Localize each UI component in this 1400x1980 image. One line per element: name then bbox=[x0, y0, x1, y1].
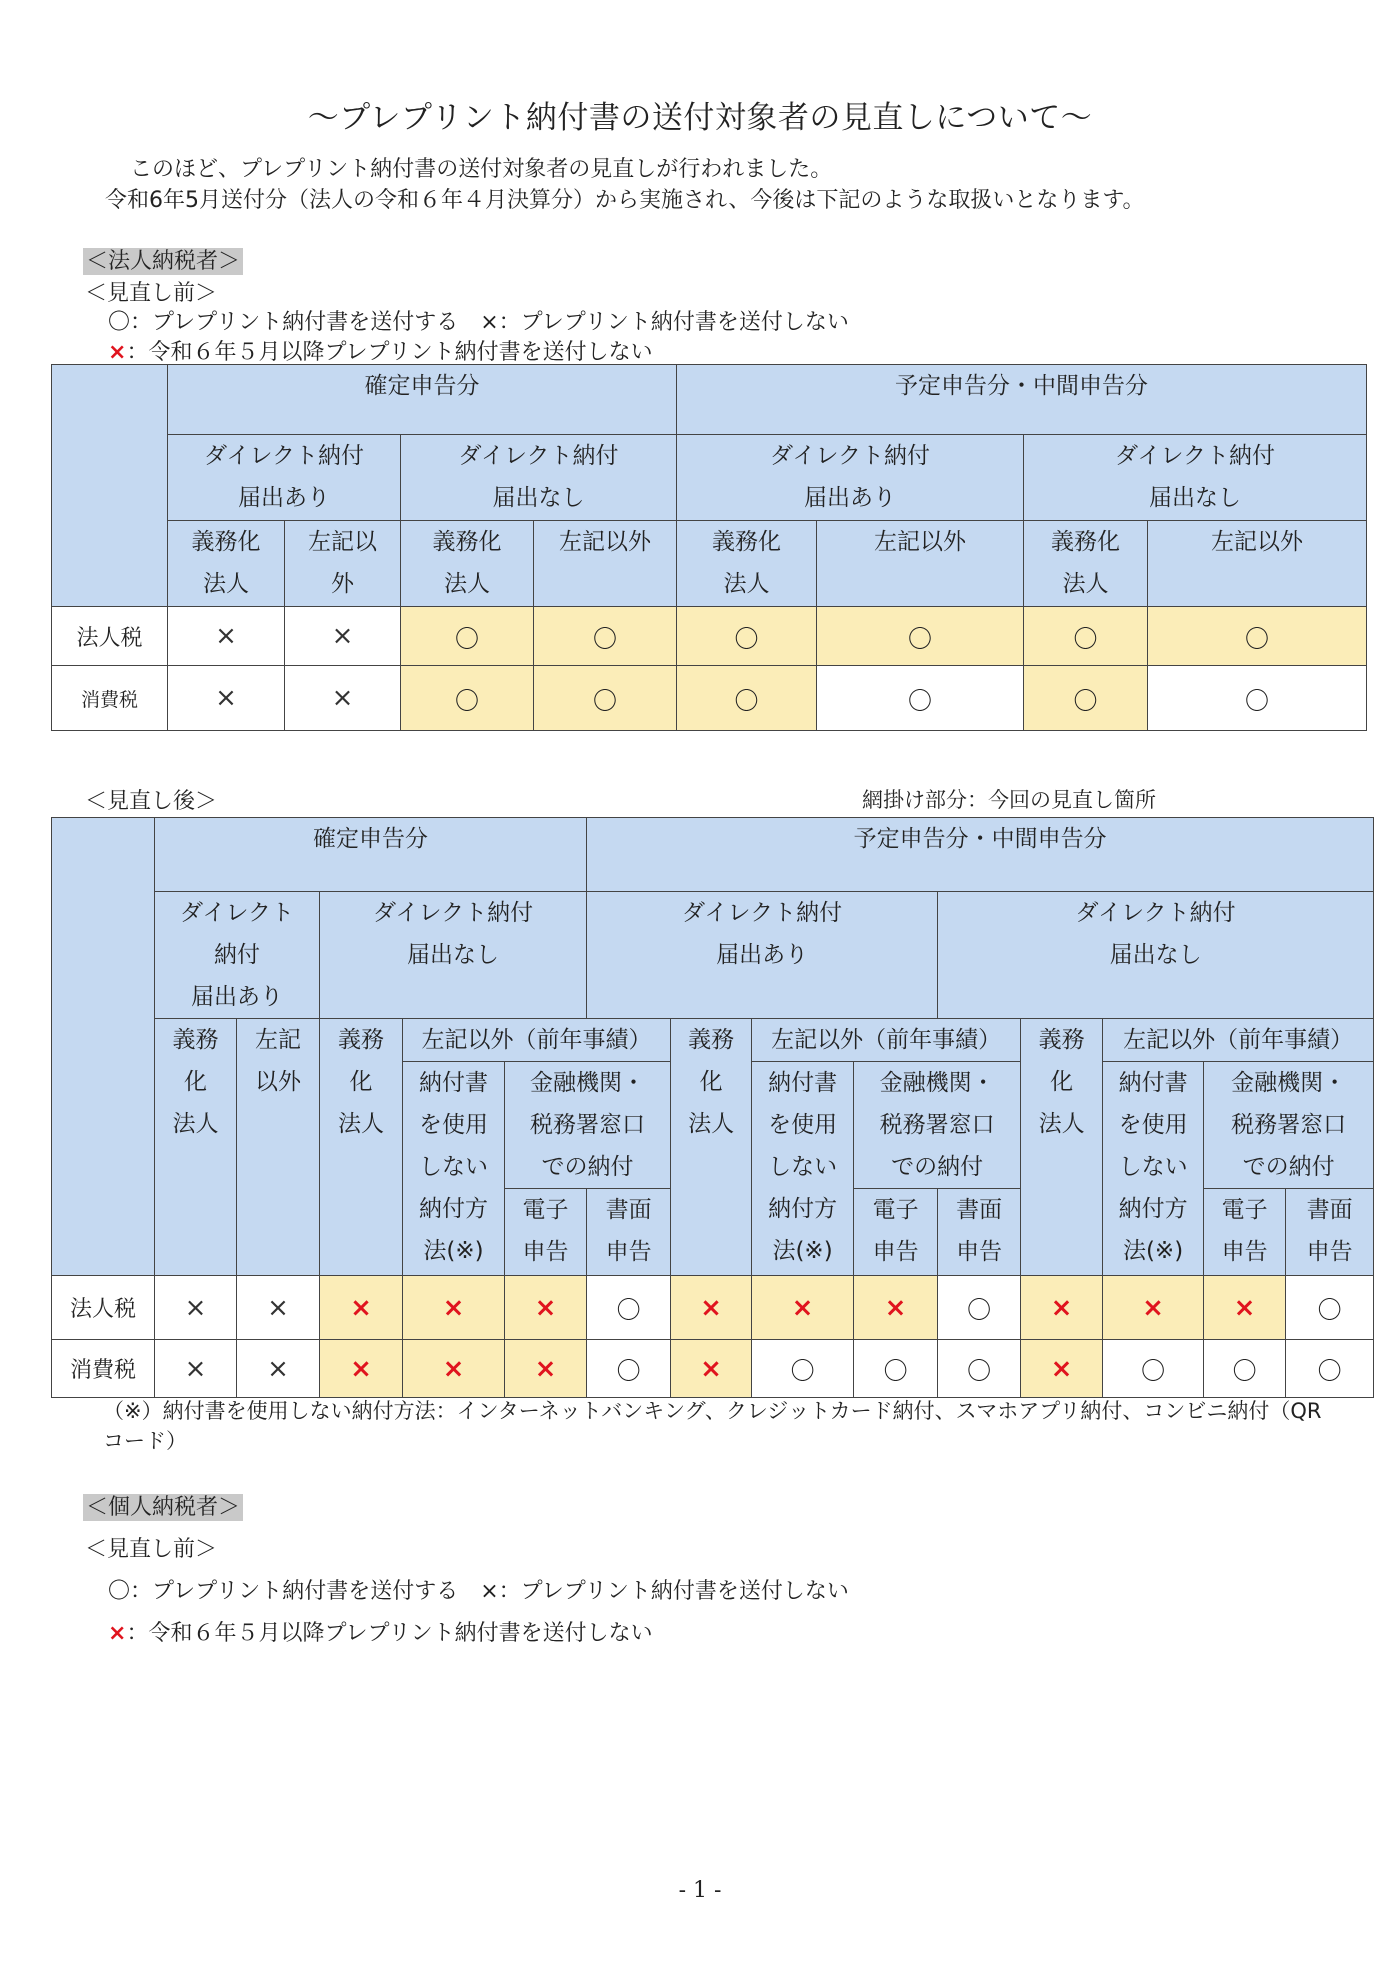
group-kakutei: 確定申告分 bbox=[155, 818, 587, 892]
cell-mark-red-x: × bbox=[671, 1340, 752, 1398]
cell-mark-o: 〇 bbox=[1024, 666, 1148, 731]
cell-mark-x: × bbox=[285, 607, 401, 666]
intro-line-1: このほど、プレプリント納付書の送付対象者の見直しが行われました。 bbox=[130, 157, 833, 182]
col-gimuka: 義務化 法人 bbox=[401, 521, 534, 607]
cell-mark-o: 〇 bbox=[1286, 1276, 1374, 1340]
row-header-shohizei: 消費税 bbox=[52, 666, 168, 731]
col-sakiigai: 左記以外 bbox=[1148, 521, 1367, 607]
col-nofusho-fushiyo: 納付書 を使用 しない 納付方 法(※) bbox=[1103, 1062, 1204, 1276]
table-row bbox=[52, 1340, 1374, 1398]
cell-mark-red-x: × bbox=[854, 1276, 938, 1340]
cell-mark-red-x: × bbox=[1103, 1276, 1204, 1340]
indiv-legend-circle: 〇：プレプリント納付書を送付する ×：プレプリント納付書を送付しない bbox=[108, 1579, 849, 1604]
table-row bbox=[52, 1276, 1374, 1340]
corp-before-label: ＜見直し前＞ bbox=[85, 281, 218, 306]
table-row bbox=[52, 607, 1367, 666]
sub-direct-ari-yotei: ダイレクト納付 届出あり bbox=[677, 435, 1024, 521]
sub-direct-nashi: ダイレクト納付 届出なし bbox=[401, 435, 677, 521]
table-before bbox=[51, 364, 1367, 731]
col-gimuka: 義務 化 法人 bbox=[1021, 1019, 1103, 1276]
row-header-shohizei: 消費税 bbox=[52, 1340, 155, 1398]
col-sakiigai: 左記以外 bbox=[534, 521, 677, 607]
col-denshi-shinkoku: 電子 申告 bbox=[854, 1189, 938, 1276]
page-title: ～プレプリント納付書の送付対象者の見直しについて～ bbox=[307, 100, 1093, 136]
cell-mark-red-x: × bbox=[403, 1340, 505, 1398]
cell-mark-x: × bbox=[285, 666, 401, 731]
col-gimuka: 義務 化 法人 bbox=[320, 1019, 403, 1276]
cell-mark-x: × bbox=[237, 1276, 320, 1340]
cell-mark-x: × bbox=[168, 607, 285, 666]
cell-mark-o: 〇 bbox=[1148, 666, 1367, 731]
sub-direct-nashi: ダイレクト納付 届出なし bbox=[320, 892, 587, 1019]
corner-cell bbox=[52, 818, 155, 1276]
col-shomen-shinkoku: 書面 申告 bbox=[587, 1189, 671, 1276]
indiv-legend-red: ×：令和６年５月以降プレプリント納付書を送付しない bbox=[108, 1621, 653, 1646]
cell-mark-o: 〇 bbox=[854, 1340, 938, 1398]
cell-mark-o: 〇 bbox=[1286, 1340, 1374, 1398]
cell-mark-o: 〇 bbox=[401, 607, 534, 666]
cell-mark-red-x: × bbox=[320, 1340, 403, 1398]
col-zennen-jiseki: 左記以外（前年事績） bbox=[1103, 1019, 1374, 1062]
sub-direct-nashi-yotei: ダイレクト納付 届出なし bbox=[938, 892, 1374, 1019]
corp-legend-red: ×：令和６年５月以降プレプリント納付書を送付しない bbox=[108, 340, 653, 365]
cell-mark-o: 〇 bbox=[587, 1276, 671, 1340]
cell-mark-o: 〇 bbox=[1103, 1340, 1204, 1398]
indiv-section-heading: ＜個人納税者＞ bbox=[83, 1490, 243, 1521]
intro-line-2: 令和6年5月送付分（法人の令和６年４月決算分）から実施され、今後は下記のような取扱いとなります。 bbox=[105, 188, 1145, 213]
cell-mark-o: 〇 bbox=[401, 666, 534, 731]
col-gimuka: 義務 化 法人 bbox=[155, 1019, 237, 1276]
col-shomen-shinkoku: 書面 申告 bbox=[938, 1189, 1021, 1276]
footnote: （※）納付書を使用しない納付方法：インターネットバンキング、クレジットカード納付、スマホアプリ納付、コンビニ納付（QRコード） bbox=[103, 1399, 1322, 1453]
col-gimuka: 義務化 法人 bbox=[1024, 521, 1148, 607]
group-kakutei: 確定申告分 bbox=[168, 365, 677, 435]
cell-mark-o: 〇 bbox=[534, 666, 677, 731]
cell-mark-o: 〇 bbox=[587, 1340, 671, 1398]
row-header-hojinzei: 法人税 bbox=[52, 607, 168, 666]
corner-cell bbox=[52, 365, 168, 607]
cell-mark-red-x: × bbox=[1021, 1340, 1103, 1398]
cell-mark-red-x: × bbox=[505, 1340, 587, 1398]
cell-mark-x: × bbox=[237, 1340, 320, 1398]
group-yotei: 予定申告分・中間申告分 bbox=[677, 365, 1367, 435]
table-after bbox=[51, 817, 1374, 1398]
col-gimuka: 義務化 法人 bbox=[677, 521, 817, 607]
col-kinyu-madoguchi: 金融機関・ 税務署窓口 での納付 bbox=[854, 1062, 1021, 1189]
cell-mark-o: 〇 bbox=[677, 607, 817, 666]
sub-direct-nashi-yotei: ダイレクト納付 届出なし bbox=[1024, 435, 1367, 521]
corp-after-label: ＜見直し後＞ bbox=[85, 789, 218, 814]
corp-section-heading: ＜法人納税者＞ bbox=[83, 244, 243, 275]
cell-mark-o: 〇 bbox=[817, 607, 1024, 666]
cell-mark-x: × bbox=[155, 1276, 237, 1340]
page-number: - 1 - bbox=[678, 1878, 722, 1903]
cell-mark-o: 〇 bbox=[1204, 1340, 1286, 1398]
sub-direct-ari: ダイレクト 納付 届出あり bbox=[155, 892, 320, 1019]
red-x-mark: × bbox=[108, 1621, 127, 1646]
col-kinyu-madoguchi: 金融機関・ 税務署窓口 での納付 bbox=[505, 1062, 671, 1189]
col-nofusho-fushiyo: 納付書 を使用 しない 納付方 法(※) bbox=[752, 1062, 854, 1276]
cell-mark-red-x: × bbox=[1204, 1276, 1286, 1340]
col-gimuka: 義務化 法人 bbox=[168, 521, 285, 607]
cell-mark-red-x: × bbox=[752, 1276, 854, 1340]
cell-mark-red-x: × bbox=[320, 1276, 403, 1340]
cell-mark-x: × bbox=[155, 1340, 237, 1398]
col-nofusho-fushiyo: 納付書 を使用 しない 納付方 法(※) bbox=[403, 1062, 505, 1276]
sub-direct-ari: ダイレクト納付 届出あり bbox=[168, 435, 401, 521]
cell-mark-red-x: × bbox=[505, 1276, 587, 1340]
cell-mark-red-x: × bbox=[1021, 1276, 1103, 1340]
col-kinyu-madoguchi: 金融機関・ 税務署窓口 での納付 bbox=[1204, 1062, 1374, 1189]
col-gimuka: 義務 化 法人 bbox=[671, 1019, 752, 1276]
cell-mark-red-x: × bbox=[671, 1276, 752, 1340]
corp-legend-circle: 〇：プレプリント納付書を送付する ×：プレプリント納付書を送付しない bbox=[108, 310, 849, 335]
col-sakiigai: 左記 以外 bbox=[237, 1019, 320, 1276]
cell-mark-o: 〇 bbox=[752, 1340, 854, 1398]
cell-mark-o: 〇 bbox=[677, 666, 817, 731]
cell-mark-o: 〇 bbox=[1148, 607, 1367, 666]
cell-mark-o: 〇 bbox=[938, 1340, 1021, 1398]
red-x-mark: × bbox=[108, 340, 127, 365]
col-sakiigai: 左記以 外 bbox=[285, 521, 401, 607]
col-shomen-shinkoku: 書面 申告 bbox=[1286, 1189, 1374, 1276]
indiv-before-label: ＜見直し前＞ bbox=[85, 1537, 218, 1562]
col-denshi-shinkoku: 電子 申告 bbox=[505, 1189, 587, 1276]
shade-note: 網掛け部分：今回の見直し箇所 bbox=[862, 788, 1156, 812]
col-zennen-jiseki: 左記以外（前年事績） bbox=[752, 1019, 1021, 1062]
cell-mark-o: 〇 bbox=[534, 607, 677, 666]
cell-mark-o: 〇 bbox=[817, 666, 1024, 731]
col-denshi-shinkoku: 電子 申告 bbox=[1204, 1189, 1286, 1276]
table-row bbox=[52, 666, 1367, 731]
row-header-hojinzei: 法人税 bbox=[52, 1276, 155, 1340]
group-yotei: 予定申告分・中間申告分 bbox=[587, 818, 1374, 892]
sub-direct-ari-yotei: ダイレクト納付 届出あり bbox=[587, 892, 938, 1019]
cell-mark-x: × bbox=[168, 666, 285, 731]
col-zennen-jiseki: 左記以外（前年事績） bbox=[403, 1019, 671, 1062]
cell-mark-o: 〇 bbox=[1024, 607, 1148, 666]
cell-mark-o: 〇 bbox=[938, 1276, 1021, 1340]
col-sakiigai: 左記以外 bbox=[817, 521, 1024, 607]
cell-mark-red-x: × bbox=[403, 1276, 505, 1340]
